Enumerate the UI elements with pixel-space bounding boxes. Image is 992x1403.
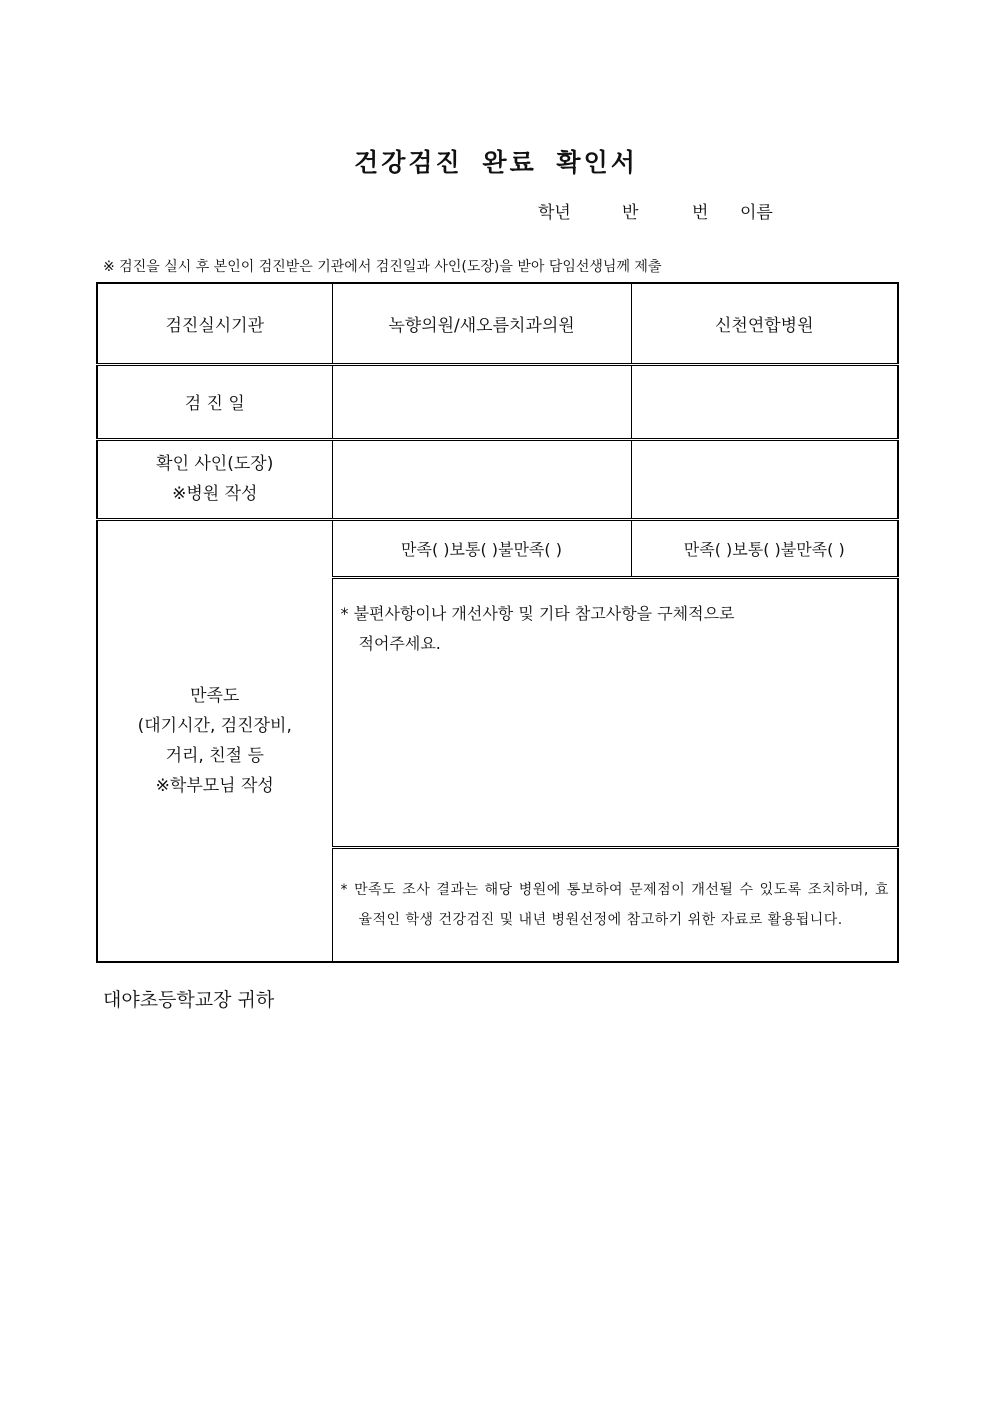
hospital-b-satisfaction[interactable]: 만족( )보통( )불만족( ) [631,519,898,577]
hospital-b-sign-cell[interactable] [631,439,898,519]
satisfaction-note: ※학부모님 작성 [155,775,274,796]
hospital-a-name: 녹향의원/새오름치과의원 [332,283,631,364]
addressee: 대야초등학교장 귀하 [103,989,275,1011]
sign-label: 확인 사인(도장) [156,454,274,474]
feedback-line-1: * 불편사항이나 개선사항 및 기타 참고사항을 구체적으로 [340,603,735,623]
hospital-a-sign-cell[interactable] [332,439,631,519]
hospital-b-name: 신천연합병원 [631,283,898,364]
hospital-a-satisfaction[interactable]: 만족( )보통( )불만족( ) [332,519,631,577]
submission-notice: ※ 검진을 실시 후 본인이 검진받은 기관에서 검진일과 사인(도장)을 받아 담임선생님께 제출 [103,259,662,275]
document-title: 건강검진 완료 확인서 [354,148,638,177]
institution-label: 검진실시기관 [97,283,332,364]
result-usage-note: * 만족도 조사 결과는 해당 병원에 통보하여 문제점이 개선될 수 있도록 조치하며, 효율적인 학생 건강검진 및 내년 병원선정에 참고하기 위한 자료로 활용됩니다. [340,881,889,928]
satisfaction-label-cell [97,519,332,962]
feedback-line-2: 적어주세요. [358,633,441,653]
class-label: 반 [622,203,639,223]
satisfaction-detail-2: 거리, 친절 등 [165,745,264,766]
name-label: 이름 [740,203,773,223]
satisfaction-detail-1: (대기시간, 검진장비, [137,715,292,736]
hospital-b-date-cell[interactable] [631,364,898,439]
feedback-area[interactable] [332,577,898,847]
satisfaction-label: 만족도 [190,685,240,706]
checkup-date-label: 검 진 일 [97,364,332,439]
checkup-form-table [96,282,899,963]
hospital-a-date-cell[interactable] [332,364,631,439]
grade-label: 학년 [538,203,571,223]
sign-note: ※병원 작성 [172,484,258,504]
sign-label-cell [97,439,332,519]
result-usage-note-cell [332,847,898,962]
student-info [538,198,773,223]
number-label: 번 [692,203,709,223]
